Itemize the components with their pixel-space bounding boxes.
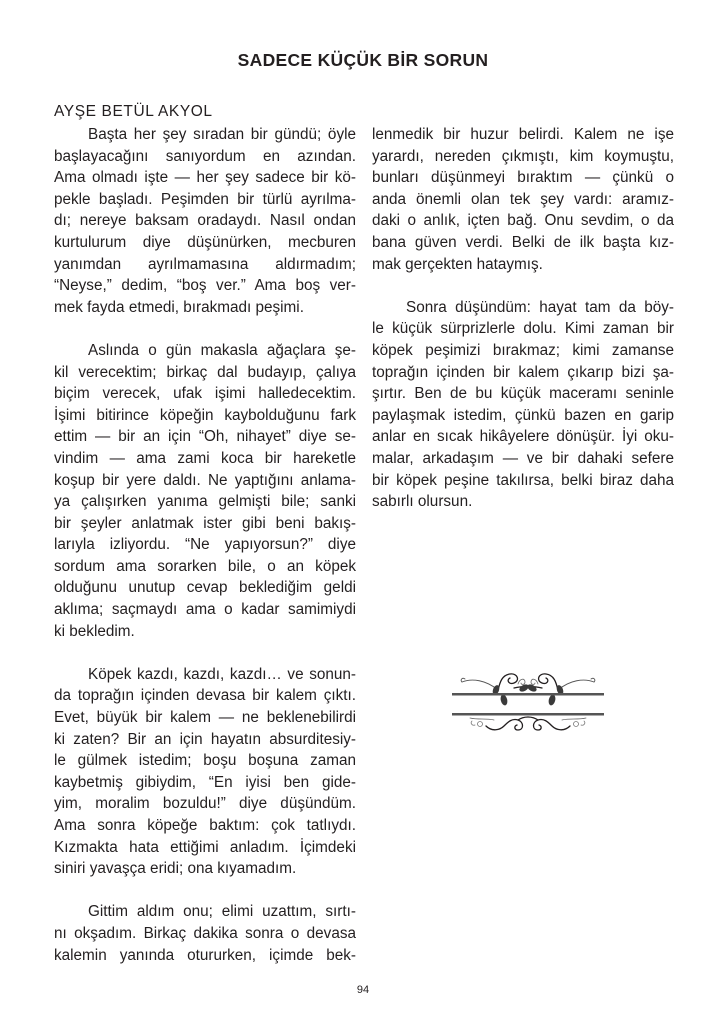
text-line: vindim — ama zami koca bir hareketle [54, 449, 356, 467]
text-line: bir şeyler anlatmak ister gibi beni bakış- [54, 514, 356, 532]
text-line: pekle başladı. Peşimden bir türlü ayrılma- [54, 190, 356, 208]
text-line: le gülmek istedim; boşu boşuna zaman [54, 752, 356, 770]
text-line: Ama olmadı işte — her şey sadece bir kö- [54, 169, 356, 187]
text-line: yarardı, nereden çıkmıştı, kim koymuştu, [372, 147, 674, 165]
text-line: Köpek kazdı, kazdı, kazdı… ve sonun- [88, 665, 356, 683]
text-line: aklıma; saçmaydı ama o kadar samimiydi [54, 601, 356, 619]
text-line: Başta her şey sıradan bir gündü; öyle [88, 126, 356, 143]
text-line: kaybetmiş gibiydim, “En iyisi ben gide- [54, 773, 356, 791]
text-line: köpek peşimizi bırakmaz; kimi zamanse [372, 341, 674, 359]
text-line: kurtulurum diye düşünürken, mecburen [54, 233, 356, 251]
text-line: İşimi bitirince köpeğin kaybolduğunu fark [54, 406, 356, 424]
paragraph [54, 124, 356, 318]
text-line: biçim verecek, ufak işimi halledecektim. [54, 385, 356, 403]
paragraph [372, 297, 674, 513]
text-line: kil verecektim; birkaç dal budayıp, çalıya [54, 363, 356, 381]
text-line: mek fayda etmedi, bırakmadı peşimi. [54, 298, 304, 316]
author-name: AYŞE BETÜL AKYOL [54, 103, 213, 120]
text-line: Gittim aldım onu; elimi uzattım, sırtı- [88, 903, 356, 921]
right-column [372, 124, 674, 513]
text-line: bir köpek peşine takılırsa, belki biraz daha [372, 471, 674, 489]
text-line: da toprağın içinden devasa bir kalem çıktı. [54, 687, 356, 705]
text-line: malar, arkadaşım — ve bir dahaki sefere [372, 449, 674, 467]
text-line: nı okşadım. Birkaç dakika sonra o devasa [54, 924, 356, 942]
text-line: yanımdan ayrılmamasına aldırmadım; [54, 255, 356, 273]
text-line: dı; nereye baksam oradaydı. Nasıl ondan [54, 212, 356, 230]
text-line: lenmedik bir huzur belirdi. Kalem ne işe [372, 126, 674, 143]
text-line: sordum ama sorarken bile, o an köpek [54, 557, 356, 575]
text-line: daki o anlık, içten bağ. Onu sevdim, o da [372, 212, 674, 230]
text-line: kalemin yanında otururken, içimde bek- [54, 946, 356, 964]
text-line: larıyla izliyordu. “Ne yapıyorsun?” diye [54, 536, 356, 554]
text-line: Sonra düşündüm: hayat tam da böy- [406, 298, 674, 316]
text-line: paylaşmak istedim, çünkü bazen en garip [372, 406, 674, 424]
text-line: olduğunu unutup cevap beklediğim geldi [54, 579, 356, 597]
text-line: sabırlı olursun. [372, 493, 473, 511]
text-line: koşup bir yere daldı. Ne yaptığını anlama- [54, 471, 356, 489]
text-line: ki zaten? Bir an için hayatın absurditesiy- [54, 730, 356, 748]
paragraph [54, 340, 356, 642]
text-line: le küçük sürprizlerle dolu. Kimi zaman bir [372, 320, 674, 338]
text-line: anlar en sıcak hikâyelere dönüşür. İyi oku- [372, 428, 674, 446]
page-number: 94 [356, 984, 370, 996]
page-title: SADECE KÜÇÜK BİR SORUN [237, 50, 489, 70]
paragraph [54, 901, 356, 966]
text-line: bunları düşünmeyi bıraktım — çünkü o [372, 169, 674, 187]
paragraph [54, 664, 356, 880]
text-line: bana güven verdi. Belki de ilk başta kız- [372, 233, 674, 251]
left-column [54, 124, 356, 966]
text-line: toprağın içinden bir kalem çıkarıp bizi şa- [372, 363, 674, 381]
text-line: şırtır. Ben de bu küçük maceramı seninle [372, 385, 674, 403]
text-line: ettim — bir an için “Oh, nihayet” diye se- [54, 428, 356, 446]
text-line: Ama sonra köpeğe baktım: çok tatlıydı. [54, 817, 356, 834]
text-line: “Neyse,” dedim, “boş ver.” Ama boş ver- [54, 277, 356, 295]
flourish-divider-icon [452, 672, 604, 736]
text-line: Evet, büyük bir kalem — ne beklenebilirdi [54, 709, 356, 727]
text-line: mak gerçekten hataymış. [372, 255, 543, 273]
text-line: ya çalışırken yanıma gelmişti bile; sanki [54, 493, 356, 511]
text-line: yim, moralim bozuldu!” diye düşündüm. [54, 795, 356, 813]
text-line: anda önemli olan tek şey vardı: aramız- [372, 190, 674, 208]
text-line: başlayacağını sanıyordum en azından. [54, 147, 356, 165]
paragraph [372, 124, 674, 275]
text-line: siniri yavaşça eridi; ona kıyamadım. [54, 860, 297, 878]
text-line: Kızmakta hata ettiğimi anladım. İçimdeki [54, 838, 356, 856]
text-line: Aslında o gün makasla ağaçlara şe- [88, 341, 356, 359]
text-line: ki bekledim. [54, 622, 135, 640]
